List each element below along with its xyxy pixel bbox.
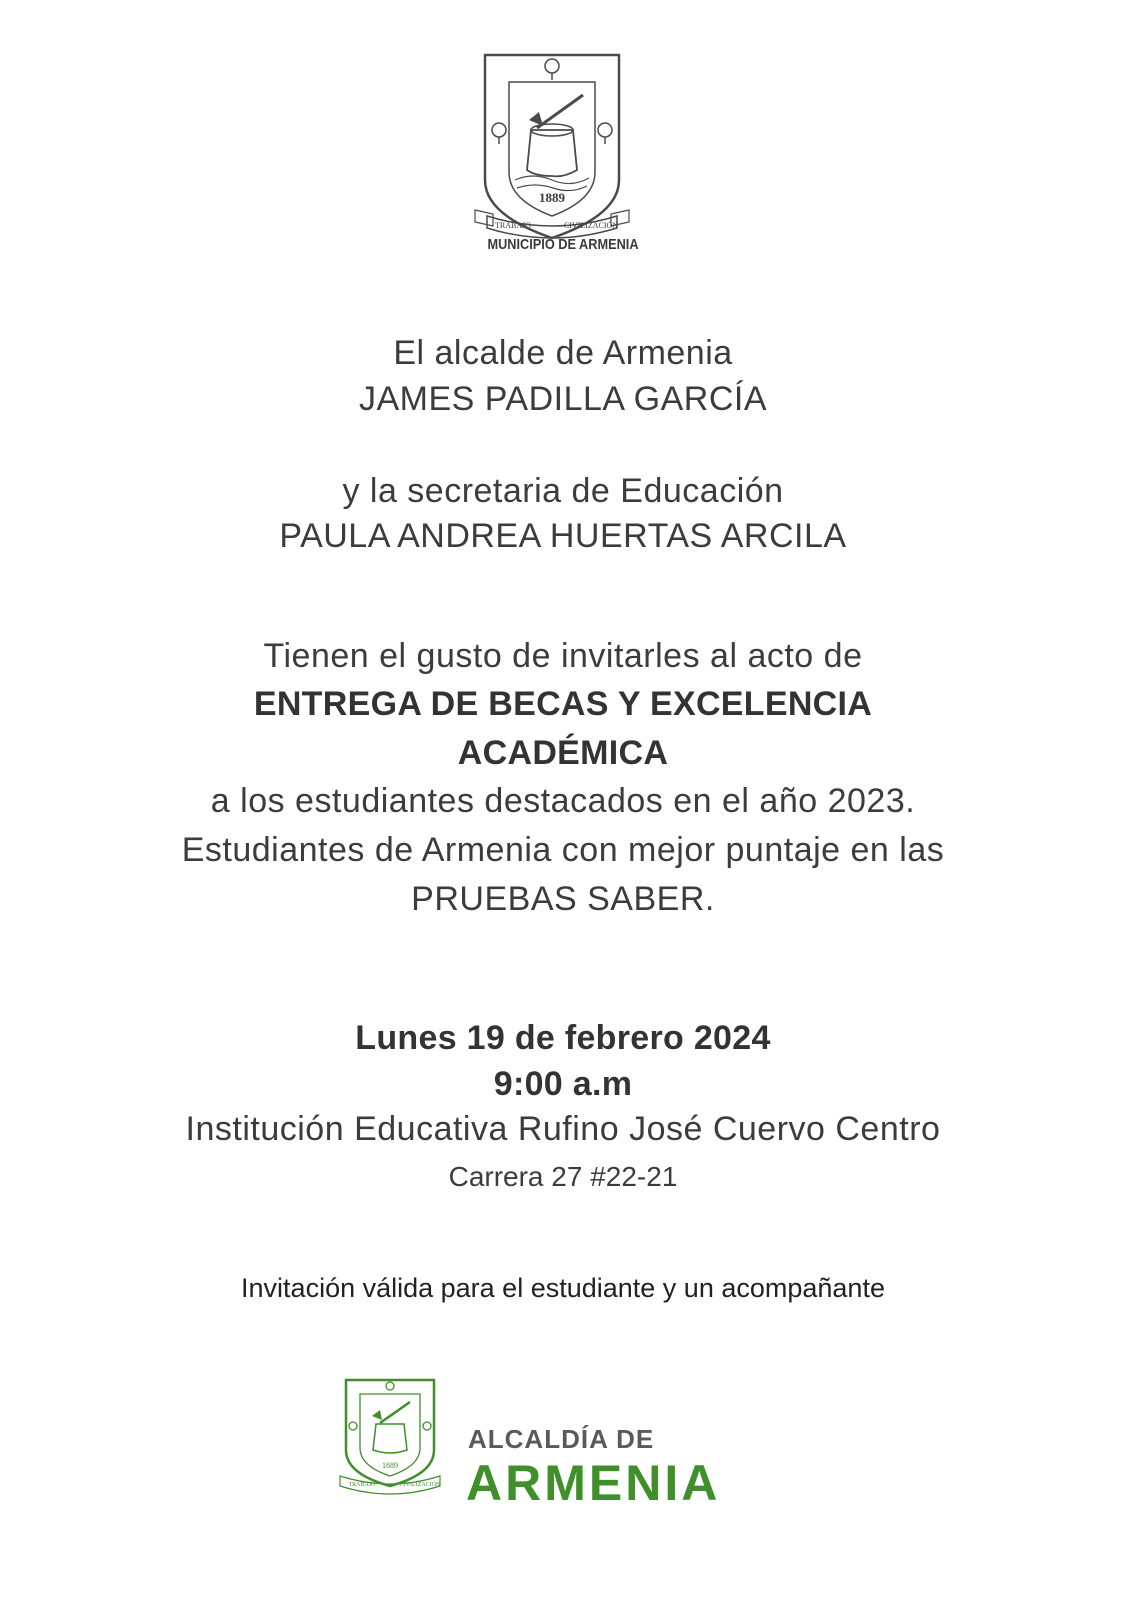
secretary-name: PAULA ANDREA HUERTAS ARCILA (279, 517, 847, 555)
event-venue: Institución Educativa Rufino José Cuervo Centro (185, 1110, 941, 1148)
intro-line-mayor: El alcalde de Armenia (393, 334, 733, 372)
event-time: 9:00 a.m (493, 1065, 633, 1103)
mayor-name: JAMES PADILLA GARCÍA (358, 380, 768, 418)
description-line-3: PRUEBAS SABER. (411, 880, 715, 918)
crest-motto-right: CIVILIZACIÓN (563, 221, 619, 230)
crest-caption: MUNICIPIO DE ARMENIA (487, 236, 639, 253)
footer-crest-motto-right: CIVILIZACIÓN (399, 1482, 441, 1488)
invitation-note: Invitación válida para el estudiante y un acompañante (241, 1273, 885, 1303)
crest-motto-left: TRABAJO (494, 221, 532, 230)
event-date: Lunes 19 de febrero 2024 (355, 1019, 771, 1057)
event-title-line-1: ENTREGA DE BECAS Y EXCELENCIA (253, 685, 873, 723)
description-line-1: a los estudiantes destacados en el año 2023. (210, 782, 916, 820)
event-address: Carrera 27 #22-21 (448, 1161, 678, 1192)
brand-line-armenia: ARMENIA (466, 1455, 721, 1511)
municipal-crest-logo (473, 50, 653, 260)
intro-line-secretary: y la secretaria de Educación (342, 472, 784, 510)
invite-intro: Tienen el gusto de invitarles al acto de (263, 637, 863, 675)
alcaldia-crest-logo (338, 1378, 448, 1496)
event-title-line-2: ACADÉMICA (457, 734, 669, 772)
footer-crest-motto-left: TRABAJO (348, 1482, 376, 1488)
crest-year-text: 1889 (539, 190, 565, 205)
description-line-2: Estudiantes de Armenia con mejor puntaje en las (181, 831, 945, 869)
brand-line-alcaldia: ALCALDÍA DE (468, 1424, 655, 1454)
footer-crest-year: 1889 (382, 1461, 398, 1470)
